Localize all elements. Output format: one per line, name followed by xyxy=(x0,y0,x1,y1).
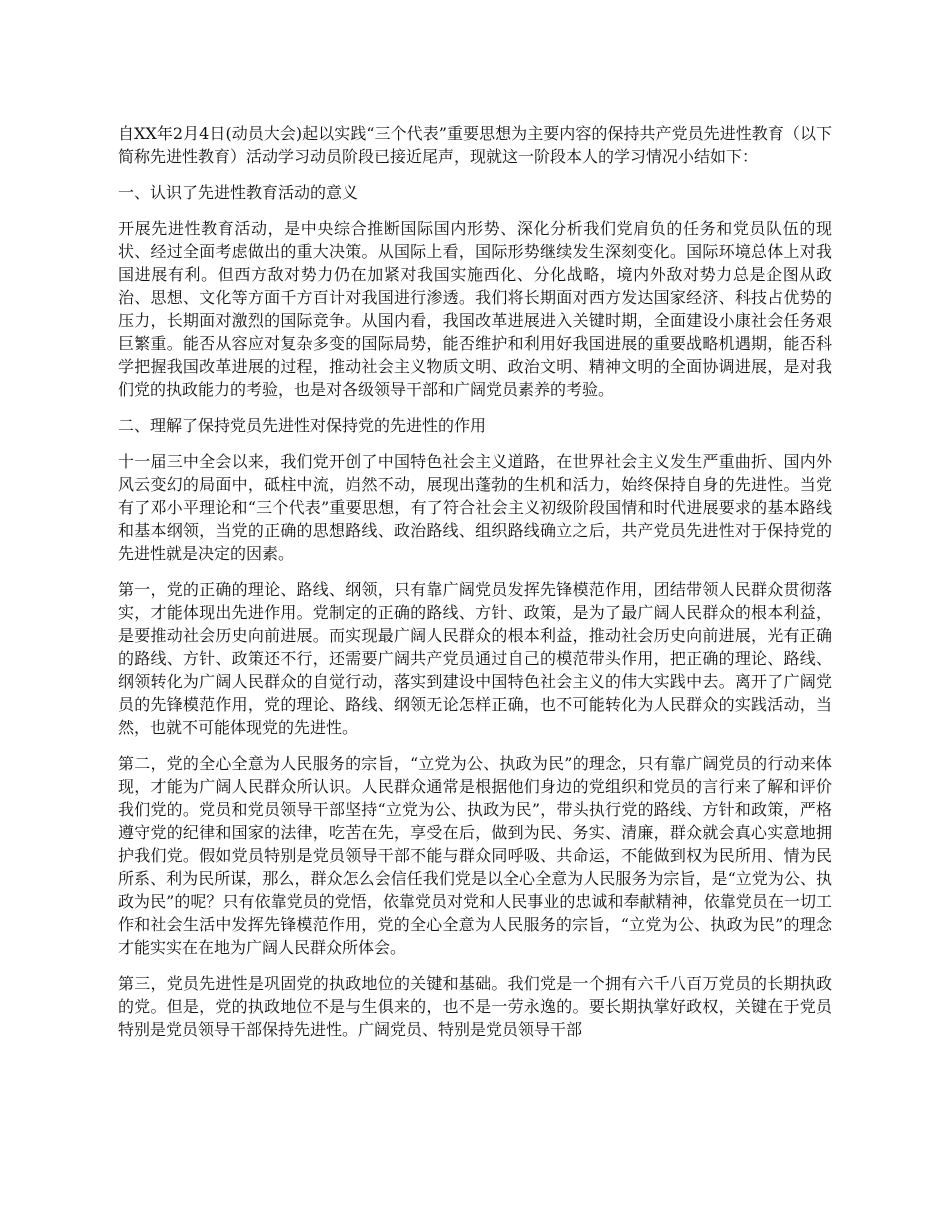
section-heading-1: 一、认识了先进性教育活动的意义 xyxy=(118,183,359,202)
section-1-paragraph: 开展先进性教育活动，是中央综合推断国际国内形势、深化分析我们党肩负的任务和党员队伍的现状、经过全面考虑做出的重大决策。从国际上看，国际形势继续发生深刻变化。国际环境总体上对我国进展有利。但西方敌对势力仍在加紧对我国实施西化、分化战略，境内外敌对势力总是企图从政治、思想、文化等方面千方百计对我国进行渗透。我们将长期面对西方发达国家经济、科技占优势的压力，长期面对激烈的国际竞争。从国内看，我国改革进展进入关键时期，全面建设小康社会任务艰巨繁重。能否从容应对复杂多变的国际局势，能否维护和利用好我国进展的重要战略机遇期，能否科学把握我国改革进展的过程，推动社会主义物质文明、政治文明、精神文明的全面协调进展，是对我们党的执政能力的考验，也是对各级领导干部和广阔党员素养的考验。 xyxy=(118,219,832,399)
section-2-paragraph: 十一届三中全会以来，我们党开创了中国特色社会主义道路，在世界社会主义发生严重曲折、国内外风云变幻的局面中，砥柱中流，岿然不动，展现出蓬勃的生机和活力，始终保持自身的先进性。当党有了邓小平理论和“三个代表”重要思想，有了符合社会主义初级阶段国情和时代进展要求的基本路线和基本纲领，当党的正确的思想路线、政治路线、组织路线确立之后，共产党员先进性对于保持党的先进性就是决定的因素。 xyxy=(118,452,832,563)
point-1-paragraph: 第一，党的正确的理论、路线、纲领，只有靠广阔党员发挥先锋模范作用，团结带领人民群众贯彻落实，才能体现出先进作用。党制定的正确的路线、方针、政策，是为了最广阔人民群众的根本利益，是要推动社会历史向前进展。而实现最广阔人民群众的根本利益，推动社会历史向前进展，光有正确的路线、方针、政策还不行，还需要广阔共产党员通过自己的模范带头作用，把正确的理论、路线、纲领转化为广阔人民群众的自觉行动，落实到建设中国特色社会主义的伟大实践中去。离开了广阔党员的先锋模范作用，党的理论、路线、纲领无论怎样正确，也不可能转化为人民群众的实践活动，当然，也就不可能体现党的先进性。 xyxy=(118,580,832,737)
document-body xyxy=(118,122,832,1041)
intro-paragraph: 自XX年2月4日(动员大会)起以实践“三个代表”重要思想为主要内容的保持共产党员先进性教育（以下简称先进性教育）活动学习动员阶段已接近尾声，现就这一阶段本人的学习情况小结如下： xyxy=(118,124,832,166)
section-heading-2: 二、理解了保持党员先进性对保持党的先进性的作用 xyxy=(118,416,487,435)
point-2-paragraph: 第二，党的全心全意为人民服务的宗旨，“立党为公、执政为民”的理念，只有靠广阔党员的行动来体现，才能为广阔人民群众所认识。人民群众通常是根据他们身边的党组织和党员的言行来了解和评价我们党的。党员和党员领导干部坚持“立党为公、执政为民”，带头执行党的路线、方针和政策，严格遵守党的纪律和国家的法律，吃苦在先，享受在后，做到为民、务实、清廉，群众就会真心实意地拥护我们党。假如党员特别是党员领导干部不能与群众同呼吸、共命运，不能做到权为民所用、情为民所系、利为民所谋，那么，群众怎么会信任我们党是以全心全意为人民服务为宗旨，是“立党为公、执政为民”的呢？只有依靠党员的党悟，依靠党员对党和人民事业的忠诚和奉献精神，依靠党员在一切工作和社会生活中发挥先锋模范作用，党的全心全意为人民服务的宗旨，“立党为公、执政为民”的理念才能实实在在地为广阔人民群众所体会。 xyxy=(118,754,832,957)
point-3-paragraph: 第三，党员先进性是巩固党的执政地位的关键和基础。我们党是一个拥有六千八百万党员的长期执政的党。但是，党的执政地位不是与生俱来的，也不是一劳永逸的。要长期执掌好政权，关键在于党员特别是党员领导干部保持先进性。广阔党员、特别是党员领导干部 xyxy=(118,974,832,1039)
